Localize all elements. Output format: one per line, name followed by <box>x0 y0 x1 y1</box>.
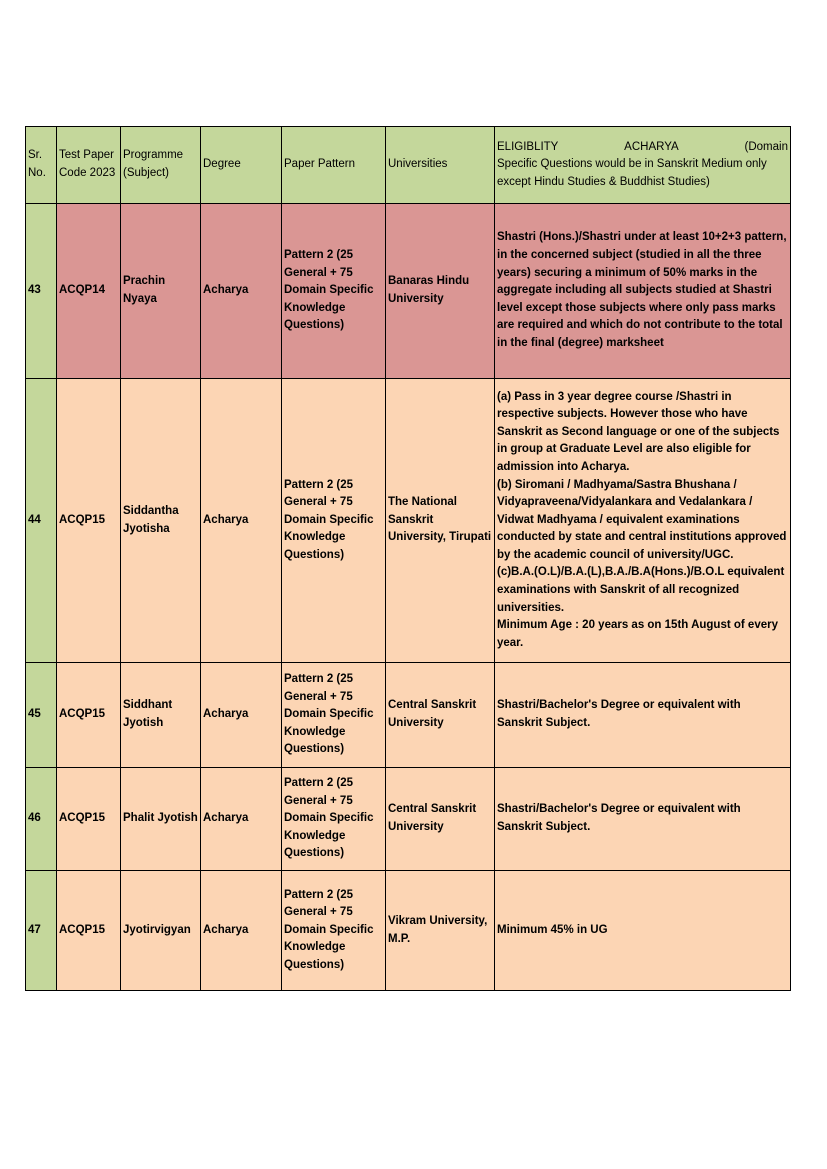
pattern-cell: Pattern 2 (25 General + 75 Domain Specific Knowledge Questions) <box>282 871 386 991</box>
header-universities: Universities <box>386 127 495 204</box>
eligibility-cell: Shastri (Hons.)/Shastri under at least 10+2+3 pattern, in the concerned subject (studied in all the three years) securing a minimum of 50% marks in the aggregate including all subjects studied at Shastri level except those subjects where only pass marks are required and which do not contribute to the total in the final (degree) marksheet <box>495 204 791 379</box>
sr-no-cell: 44 <box>26 379 57 663</box>
degree-cell: Acharya <box>201 768 282 871</box>
degree-cell: Acharya <box>201 204 282 379</box>
eligibility-cell: Minimum 45% in UG <box>495 871 791 991</box>
header-degree: Degree <box>201 127 282 204</box>
header-eligibility <box>495 127 791 204</box>
pattern-cell: Pattern 2 (25 General + 75 Domain Specific Knowledge Questions) <box>282 379 386 663</box>
university-cell: Central Sanskrit University <box>386 768 495 871</box>
header-eligibility-first-line <box>497 139 788 157</box>
programme-cell: Siddhant Jyotish <box>121 663 201 768</box>
programme-cell: Prachin Nyaya <box>121 204 201 379</box>
header-sr-no: Sr. No. <box>26 127 57 204</box>
pattern-cell: Pattern 2 (25 General + 75 Domain Specific Knowledge Questions) <box>282 204 386 379</box>
programme-cell: Siddantha Jyotisha <box>121 379 201 663</box>
header-eligibility-word: ELIGIBLITY <box>497 140 559 153</box>
university-cell: Banaras Hindu University <box>386 204 495 379</box>
sr-no-cell: 46 <box>26 768 57 871</box>
code-cell: ACQP14 <box>57 204 121 379</box>
degree-cell: Acharya <box>201 663 282 768</box>
pattern-cell: Pattern 2 (25 General + 75 Domain Specific Knowledge Questions) <box>282 768 386 871</box>
header-acharya-word: ACHARYA <box>624 140 679 153</box>
university-cell: The National Sanskrit University, Tirupati <box>386 379 495 663</box>
code-cell: ACQP15 <box>57 871 121 991</box>
code-cell: ACQP15 <box>57 663 121 768</box>
table-row <box>26 379 791 663</box>
sr-no-cell: 45 <box>26 663 57 768</box>
university-cell: Vikram University, M.P. <box>386 871 495 991</box>
degree-cell: Acharya <box>201 379 282 663</box>
eligibility-cell: Shastri/Bachelor's Degree or equivalent with Sanskrit Subject. <box>495 663 791 768</box>
header-eligibility-rest: Specific Questions would be in Sanskrit Medium only except Hindu Studies & Buddhist Studies) <box>497 158 767 188</box>
sr-no-cell: 43 <box>26 204 57 379</box>
code-cell: ACQP15 <box>57 379 121 663</box>
university-cell: Central Sanskrit University <box>386 663 495 768</box>
table-row <box>26 663 791 768</box>
header-domain-word: (Domain <box>744 140 788 153</box>
header-paper-pattern: Paper Pattern <box>282 127 386 204</box>
table-row <box>26 204 791 379</box>
header-row <box>26 127 791 204</box>
header-test-paper-code: Test Paper Code 2023 <box>57 127 121 204</box>
programme-cell: Phalit Jyotish <box>121 768 201 871</box>
code-cell: ACQP15 <box>57 768 121 871</box>
programme-cell: Jyotirvigyan <box>121 871 201 991</box>
eligibility-cell: Shastri/Bachelor's Degree or equivalent with Sanskrit Subject. <box>495 768 791 871</box>
degree-cell: Acharya <box>201 871 282 991</box>
pattern-cell: Pattern 2 (25 General + 75 Domain Specific Knowledge Questions) <box>282 663 386 768</box>
table-row <box>26 871 791 991</box>
table-row <box>26 768 791 871</box>
eligibility-cell: (a) Pass in 3 year degree course /Shastri in respective subjects. However those who have Sanskrit as Second language or one of the subjects in group at Graduate Level are also eligible for admission into Acharya. (b) Siromani / Madhyama/Sastra Bhushana / Vidyapraveena/Vidyalankara and Vedalankara / Vidwat Madhyama / equivalent examinations conducted by state and central institutions approved by the academic council of university/UGC. (c)B.A.(O.L)/B.A.(L),B.A./B.A(Hons.)/B.O.L equivalent examinations with Sanskrit of all recognized universities. Minimum Age : 20 years as on 15th August of every year. <box>495 379 791 663</box>
header-programme: Programme (Subject) <box>121 127 201 204</box>
sr-no-cell: 47 <box>26 871 57 991</box>
eligibility-table <box>25 126 791 991</box>
